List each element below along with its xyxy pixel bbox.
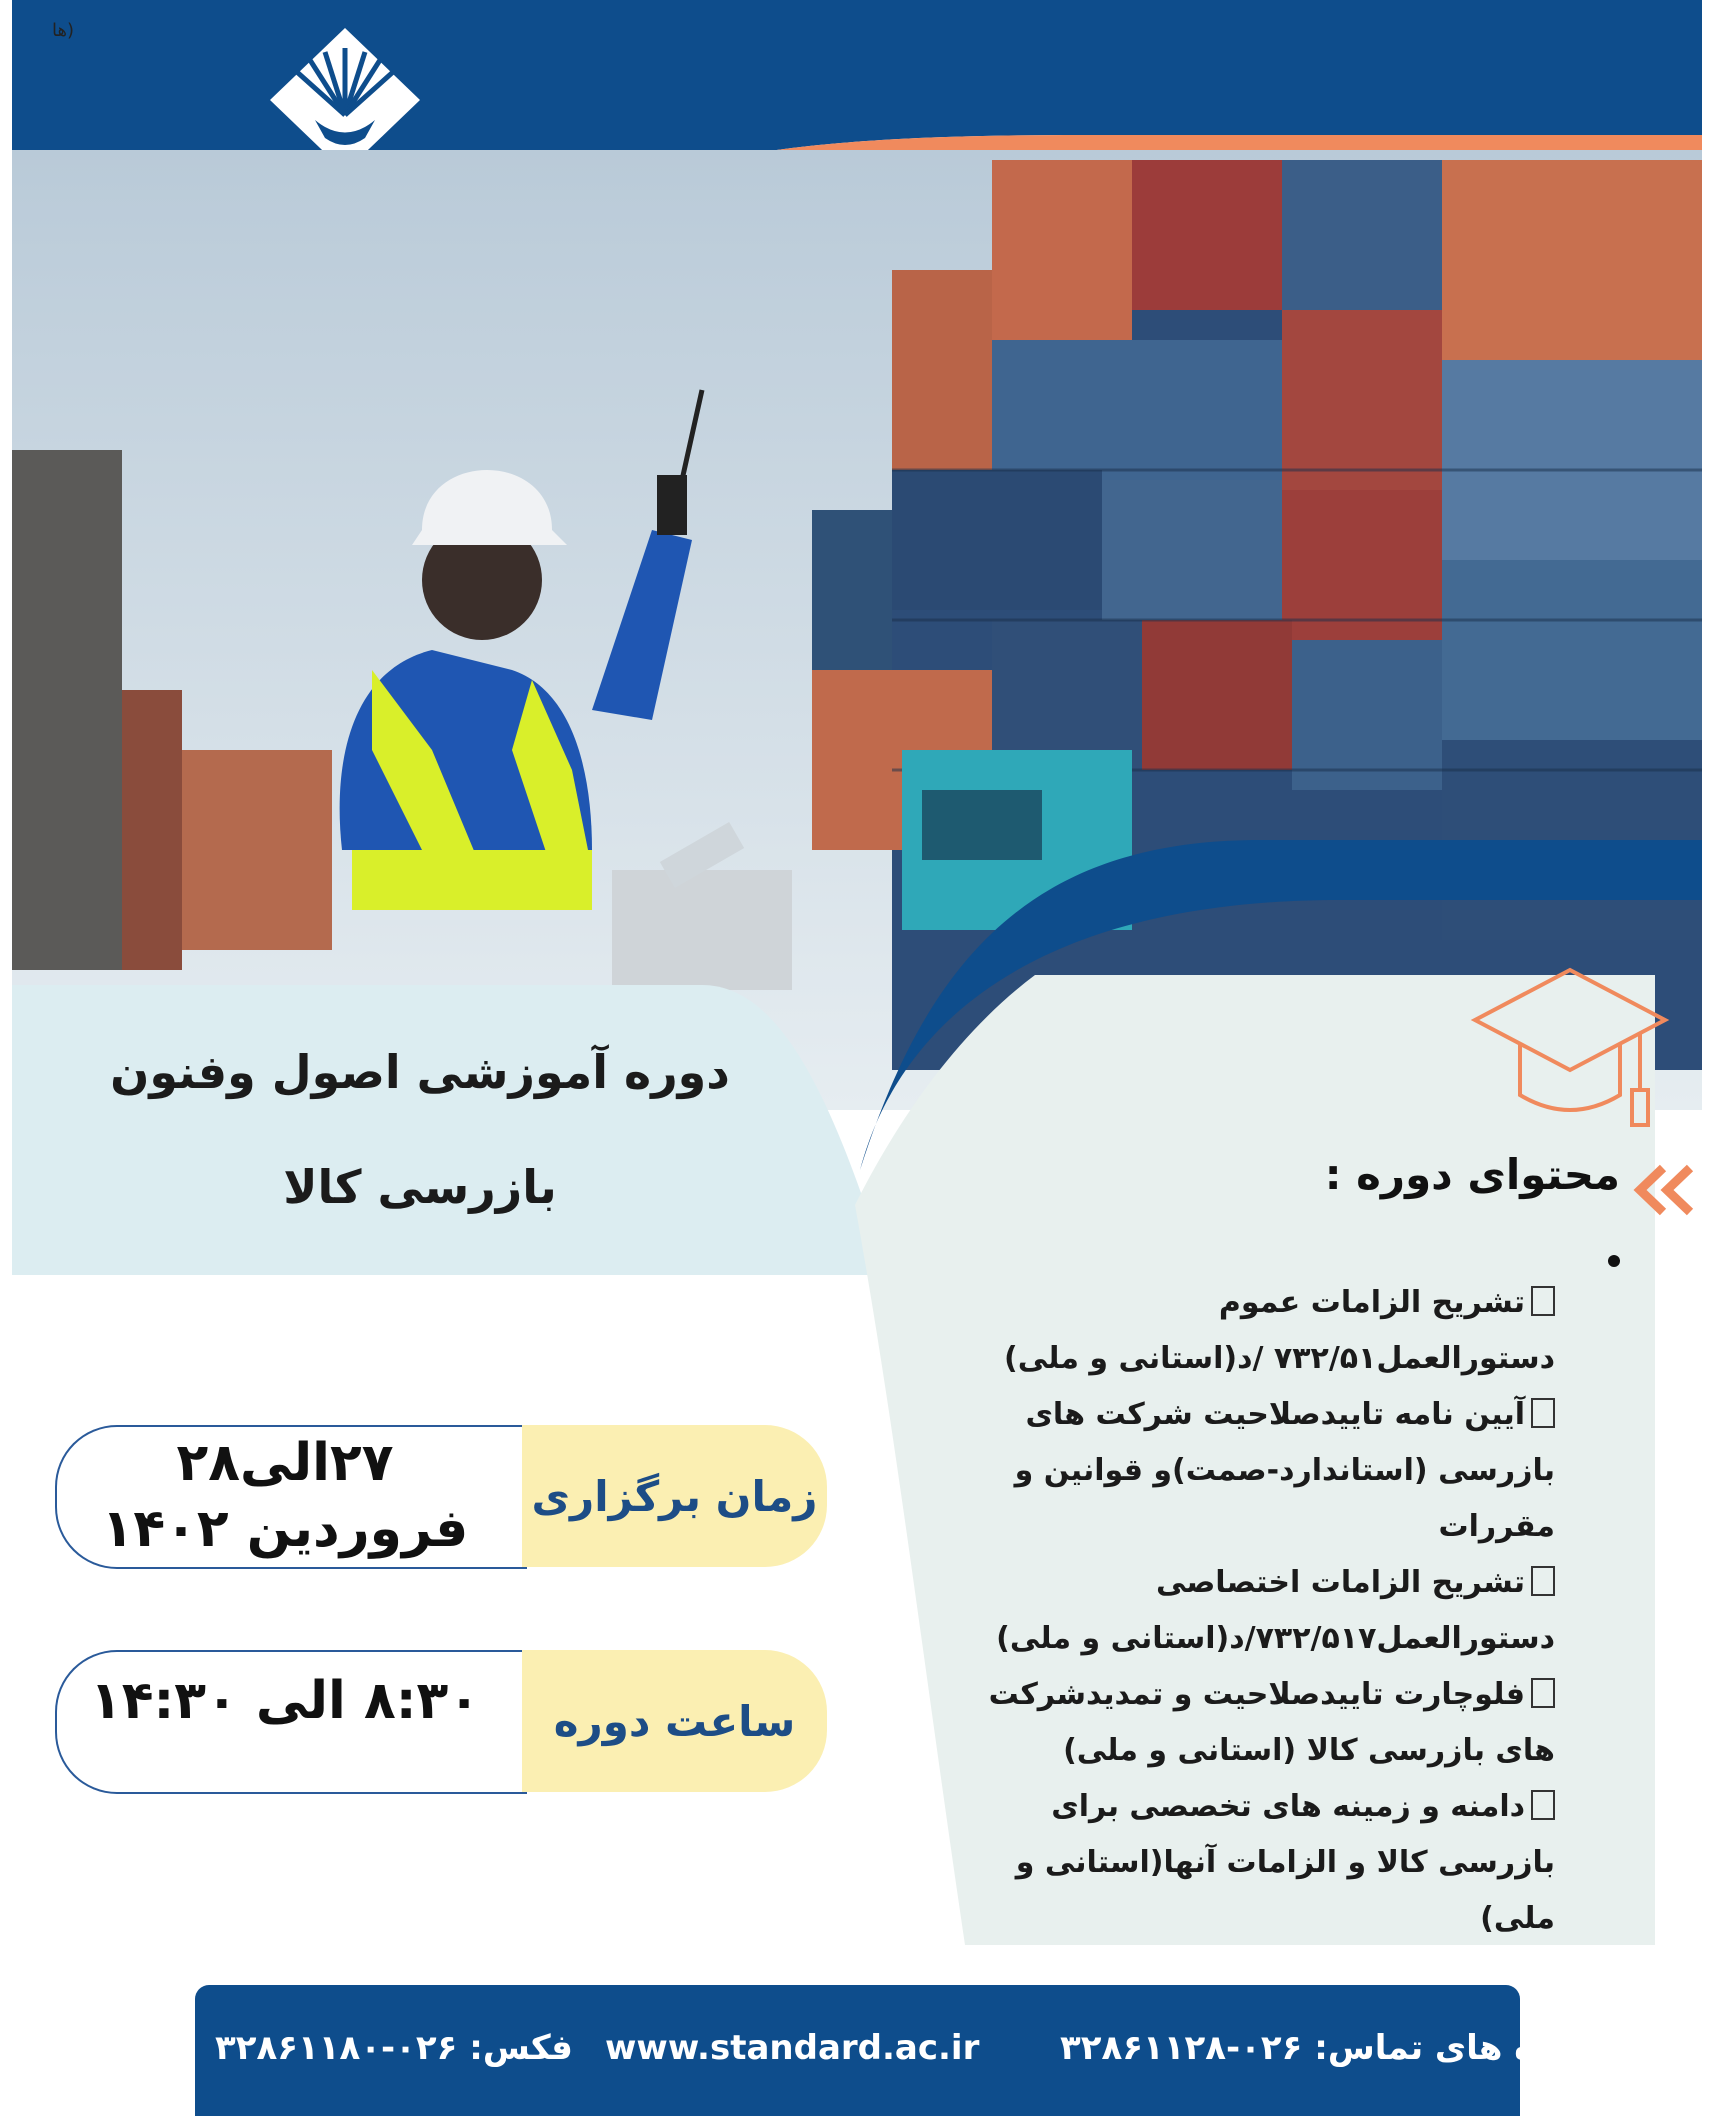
course-title-line1: دوره آموزشی اصول وفنون bbox=[110, 1045, 730, 1099]
date-value: ۲۷الی۲۸ فروردین ۱۴۰۲ bbox=[101, 1433, 469, 1559]
time-value: ۸:۳۰ الی ۱۴:۳۰ bbox=[90, 1671, 480, 1731]
date-label: زمان برگزاری bbox=[522, 1425, 827, 1567]
checkbox-icon bbox=[1531, 1790, 1555, 1820]
website-link[interactable]: www.standard.ac.ir bbox=[605, 2028, 980, 2068]
checkbox-icon bbox=[1531, 1286, 1555, 1316]
corner-mark: ها) bbox=[52, 20, 75, 41]
content-list bbox=[935, 1275, 1555, 1947]
bullet-dot bbox=[1608, 1255, 1620, 1267]
list-item: آیین نامه تاییدصلاحیت شرکت های بازرسی (استاندارد-صمت)و قوانین و مقررات bbox=[1014, 1397, 1555, 1544]
contact-phone: شماره های تماس: ۰۲۶-۳۲۸۶۱۱۲۸ bbox=[1060, 2028, 1623, 2068]
fax-number: فکس: ۰۲۶-۳۲۸۶۱۱۸۰ bbox=[215, 2028, 573, 2068]
course-title-line2: بازرسی کالا bbox=[283, 1160, 557, 1214]
list-item: تشریح الزامات عموم دستورالعمل۷۳۲/۵۱ /د(استانی و ملی) bbox=[1004, 1285, 1555, 1376]
list-item: فلوچارت تاییدصلاحیت و تمدیدشرکت های بازرسی کالا (استانی و ملی) bbox=[988, 1677, 1555, 1768]
checkbox-icon bbox=[1531, 1678, 1555, 1708]
double-chevron-icon bbox=[1618, 1160, 1698, 1220]
list-item: تشریح الزامات اختصاصی دستورالعمل۷۳۲/۵۱۷/د(استانی و ملی) bbox=[996, 1565, 1555, 1656]
list-item: دامنه و زمینه های تخصصی برای بازرسی کالا و الزامات آنها(استانی و ملی) bbox=[1015, 1789, 1555, 1936]
graduation-cap-icon bbox=[1470, 965, 1670, 1130]
checkbox-icon bbox=[1531, 1566, 1555, 1596]
time-label: ساعت دوره bbox=[522, 1650, 827, 1792]
title-panel bbox=[12, 985, 882, 1275]
checkbox-icon bbox=[1531, 1398, 1555, 1428]
content-heading: محتوای دوره : bbox=[1324, 1150, 1620, 1199]
